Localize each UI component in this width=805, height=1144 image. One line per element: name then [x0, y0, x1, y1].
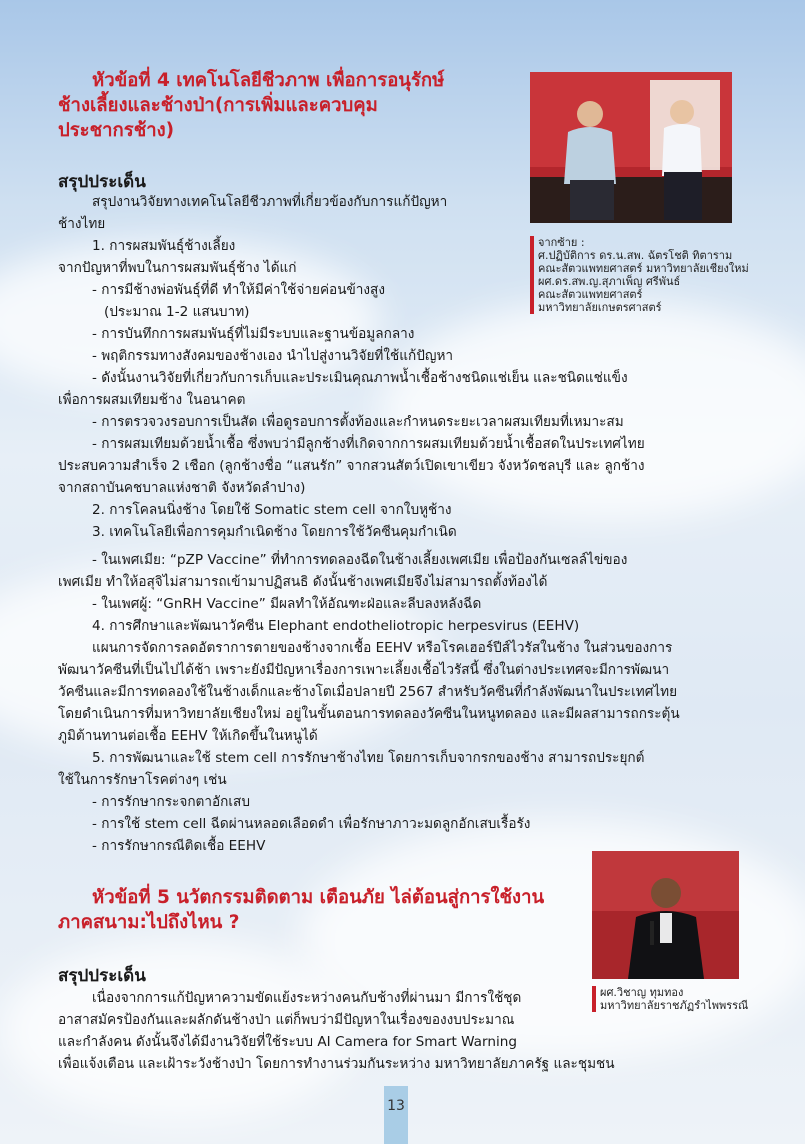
body-line: 1. การผสมพันธุ์ช้างเลี้ยง [92, 238, 236, 254]
caption-line: มหาวิทยาลัยราชภัฏรำไพพรรณี [600, 999, 749, 1012]
body-line: - ในเพศเมีย: “pZP Vaccine” ที่ทำการทดลองฉีดในช้างเลี้ยงเพศเมีย เพื่อป้องกันเซลล์ไข่ของ [92, 552, 628, 568]
section5-photo-caption [592, 986, 748, 1012]
section4-heading-line-3: ประชากรช้าง) [58, 120, 175, 141]
body-line: แผนการจัดการลดอัตราการตายของช้างจากเชื้อ EEHV หรือโรคเฮอร์ปีส์ไวรัสในช้าง ในส่วนของการ [92, 640, 673, 656]
body-line: - การรักษากรณีติดเชื้อ EEHV [92, 838, 266, 854]
section5-heading-line-2: ภาคสนาม:ไปถึงไหน ? [58, 912, 240, 933]
caption-line: จากซ้าย : [538, 236, 585, 249]
body-line: จากปัญหาที่พบในการผสมพันธุ์ช้าง ได้แก่ [58, 260, 297, 276]
body-line: ใช้ในการรักษาโรคต่างๆ เช่น [58, 772, 227, 788]
body-line: เพื่อการผสมเทียมช้าง ในอนาคต [58, 392, 246, 408]
body-line: ประสบความสำเร็จ 2 เชือก (ลูกช้างชื่อ “แสนรัก” จากสวนสัตว์เปิดเขาเขียว จังหวัดชลบุรี และ ลูกช้าง [58, 458, 645, 474]
section4-summary-label: สรุปประเด็น [58, 172, 146, 192]
body-line: เนื่องจากการแก้ปัญหาความขัดแย้งระหว่างคนกับช้างที่ผ่านมา มีการใช้ชุด [92, 990, 522, 1006]
body-line: - พฤติกรรมทางสังคมของช้างเอง นำไปสู่งานวิจัยที่ใช้แก้ปัญหา [92, 348, 454, 364]
caption-line: คณะสัตวแพทยศาสตร์ มหาวิทยาลัยเชียงใหม่ [538, 262, 749, 275]
body-line: - ในเพศผู้: “GnRH Vaccine” มีผลทำให้อัณฑะฝ่อและลีบลงหลังฉีด [92, 596, 482, 612]
body-line: เพศเมีย ทำให้อสุจิไม่สามารถเข้ามาปฏิสนธิ ดังนั้นช้างเพศเมียจึงไม่สามารถตั้งท้องได้ [58, 574, 548, 590]
body-line: - การรักษากระจกตาอักเสบ [92, 794, 250, 810]
background-cloud [380, 300, 805, 520]
page-number-tab [384, 1086, 408, 1144]
caption-line: ผศ.วิชาญ ทุมทอง [600, 986, 684, 999]
section5-summary-label: สรุปประเด็น [58, 966, 146, 986]
body-line: วัคซีนและมีการทดลองใช้ในช้างเด็กและช้างโตเมื่อปลายปี 2567 สำหรับวัคซีนที่กำลังพัฒนาในประเทศไทย [58, 684, 678, 700]
caption-line: ผศ.ดร.สพ.ญ.สุภาเพ็ญ ศรีพันธ์ [538, 275, 681, 288]
body-line: 4. การศึกษาและพัฒนาวัคซีน Elephant endotheliotropic herpesvirus (EEHV) [92, 618, 580, 634]
body-line: จากสถาบันคชบาลแห่งชาติ จังหวัดลำปาง) [58, 480, 306, 496]
body-line: - การใช้ stem cell ฉีดผ่านหลอดเลือดดำ เพื่อรักษาภาวะมดลูกอักเสบเรื้อรัง [92, 816, 531, 832]
section4-heading-line-2: ช้างเลี้ยงและช้างป่า(การเพิ่มและควบคุม [58, 95, 378, 116]
body-line: - ดังนั้นงานวิจัยที่เกี่ยวกับการเก็บและประเมินคุณภาพน้ำเชื้อช้างชนิดแช่เย็น และชนิดแช่แข็ง [92, 370, 628, 386]
body-line: เพื่อแจ้งเตือน และเฝ้าระวังช้างป่า โดยการทำงานร่วมกันระหว่าง มหาวิทยาลัยภาครัฐ และชุมชน [58, 1056, 615, 1072]
section5-speaker-photo [592, 851, 739, 979]
body-line: - การตรวจวงรอบการเป็นสัด เพื่อดูรอบการตั้งท้องและกำหนดระยะเวลาผสมเทียมที่เหมาะสม [92, 414, 624, 430]
caption-line: มหาวิทยาลัยเกษตรศาสตร์ [538, 301, 662, 314]
body-line: 3. เทคโนโลยีเพื่อการคุมกำเนิดช้าง โดยการใช้วัคซีนคุมกำเนิด [92, 524, 457, 540]
section4-photo-caption [530, 236, 749, 314]
body-line: - การมีช้างพ่อพันธุ์ที่ดี ทำให้มีค่าใช้จ่ายค่อนข้างสูง [92, 282, 385, 298]
section4-panel-photo [530, 72, 732, 223]
section4-heading-line-1: หัวข้อที่ 4 เทคโนโลยีชีวภาพ เพื่อการอนุรักษ์ [92, 70, 445, 91]
body-line: ภูมิต้านทานต่อเชื้อ EEHV ให้เกิดขึ้นในหนูได้ [58, 728, 318, 744]
caption-line: คณะสัตวแพทยศาสตร์ [538, 288, 643, 301]
body-line: - การผสมเทียมด้วยน้ำเชื้อ ซึ่งพบว่ามีลูกช้างที่เกิดจากการผสมเทียมด้วยน้ำเชื้อสดในประเทศไทย [92, 436, 645, 452]
caption-line: ศ.ปฏิบัติการ ดร.น.สพ. ฉัตรโชติ ทิตาราม [538, 249, 733, 262]
body-line: (ประมาณ 1-2 แสนบาท) [104, 304, 250, 320]
body-line: ช้างไทย [58, 216, 106, 232]
body-line: และกำลังคน ดังนั้นจึงได้มีงานวิจัยที่ใช้ระบบ AI Camera for Smart Warning [58, 1034, 517, 1050]
body-line: - การบันทึกการผสมพันธุ์ที่ไม่มีระบบและฐานข้อมูลกลาง [92, 326, 415, 342]
body-line: โดยดำเนินการที่มหาวิทยาลัยเชียงใหม่ อยู่ในขั้นตอนการทดลองวัคซีนในหนูทดลอง และมีผลสามารถกระตุ้น [58, 706, 680, 722]
section5-heading-line-1: หัวข้อที่ 5 นวัตกรรมติดตาม เตือนภัย ไล่ต้อนสู่การใช้งาน [92, 887, 545, 908]
body-line: 2. การโคลนนิ่งช้าง โดยใช้ Somatic stem cell จากใบหูช้าง [92, 502, 452, 518]
body-line: 5. การพัฒนาและใช้ stem cell การรักษาช้างไทย โดยการเก็บจากรกของช้าง สามารถประยุกต์ [92, 750, 645, 766]
body-line: อาสาสมัครป้องกันและผลักดันช้างป่า แต่ก็พบว่ามีปัญหาในเรื่องของงบประมาณ [58, 1012, 515, 1028]
page-number: 13 [387, 1098, 405, 1114]
body-line: สรุปงานวิจัยทางเทคโนโลยีชีวภาพที่เกี่ยวข้องกับการแก้ปัญหา [92, 194, 448, 210]
body-line: พัฒนาวัคซีนที่เป็นไปได้ช้า เพราะยังมีปัญหาเรื่องการเพาะเลี้ยงเชื้อไวรัสนี้ ซึ่งในต่างประเทศจะมีการพัฒนา [58, 662, 670, 678]
